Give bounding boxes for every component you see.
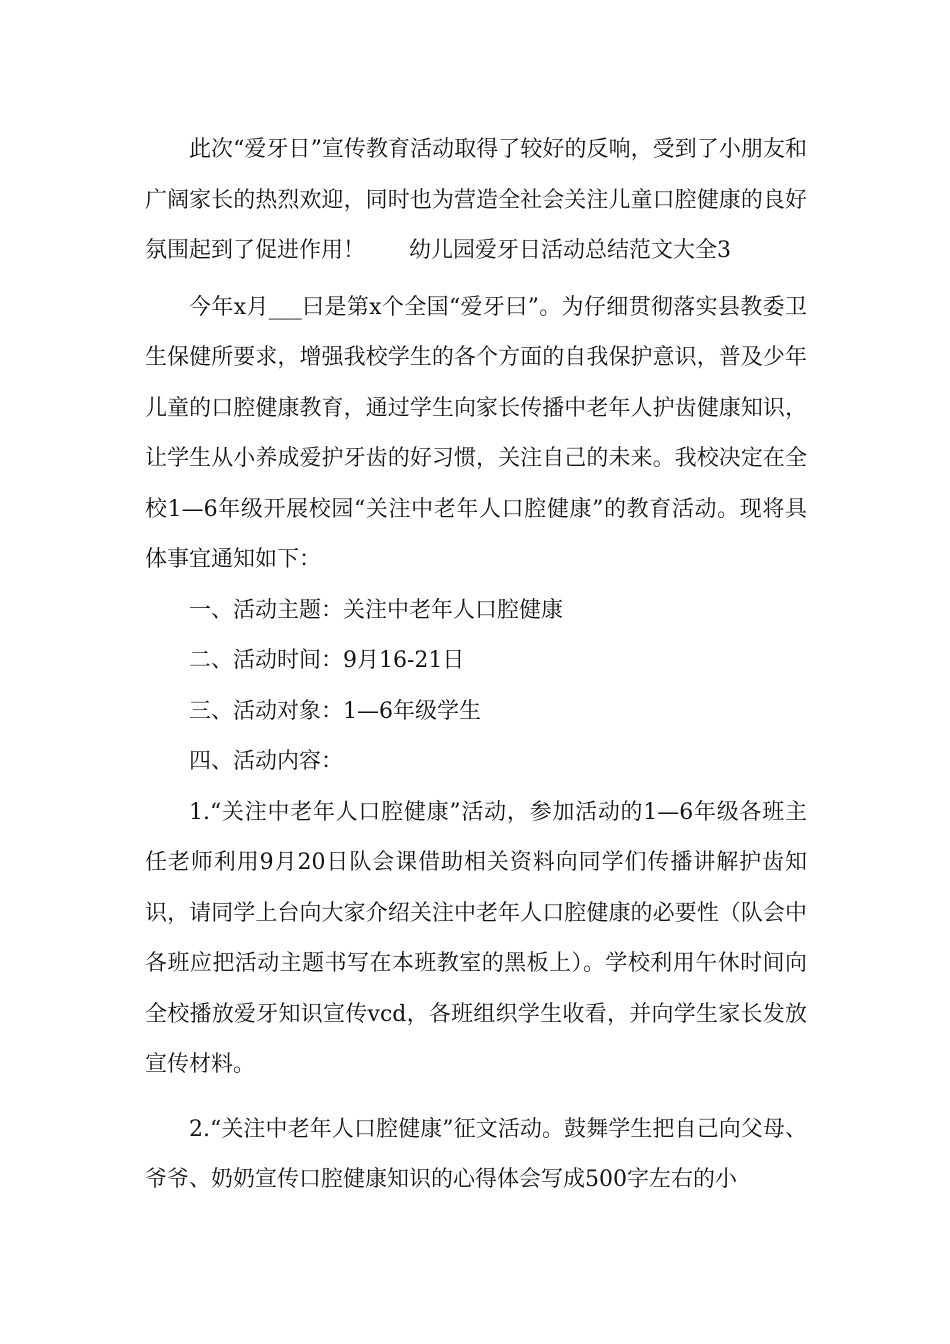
document-body: [145, 125, 807, 1206]
paragraph-activity-audience: 三、活动对象：1—6年级学生: [189, 698, 481, 724]
paragraph-activity-content-heading: 四、活动内容：: [189, 749, 344, 774]
paragraph-activity-time: 二、活动时间：9月16-21日: [189, 648, 465, 673]
paragraph-content-item-2: 2.“关注中老年人口腔健康”征文活动。鼓舞学生把自己向父母、爷爷、奶奶宣传口腔健康知识的心得体会写成500字左右的小: [145, 1116, 807, 1192]
paragraph-content-item-1: 1.“关注中老年人口腔健康”活动，参加活动的1—6年级各班主任老师利用9月20日队会课借助相关资料向同学们传播讲解护齿知识，请同学上台向大家介绍关注中老年人口腔健康的必要性（队会中各班应把活动主题书写在本班教室的黑板上）。学校利用午休时间向全校播放爱牙知识宣传vcd，各班组织学生收看，并向学生家长发放宣传材料。: [145, 799, 807, 1077]
paragraph-activity-theme: 一、活动主题：关注中老年人口腔健康: [189, 597, 564, 623]
paragraph-notice-intro: 今年x月___曰是第x个全国“爱牙曰”。为仔细贯彻落实县教委卫生保健所要求，增强我校学生的各个方面的自我保护意识，普及少年儿童的口腔健康教育，通过学生向家长传播中老年人护齿健康知识，让学生从小养成爱护牙齿的好习惯，关注自己的未来。我校决定在全校1—6年级开展校园“关注中老年人口腔健康”的教育活动。现将具体事宜通知如下：: [145, 294, 807, 572]
paragraph-closing-summary: 此次“爱牙日”宣传教育活动取得了较好的反响，受到了小朋友和广阔家长的热烈欢迎，同时也为营造全社会关注儿童口腔健康的良好氛围起到了促进作用！ 幼儿园爱牙日活动总结范文大全3: [145, 137, 807, 263]
